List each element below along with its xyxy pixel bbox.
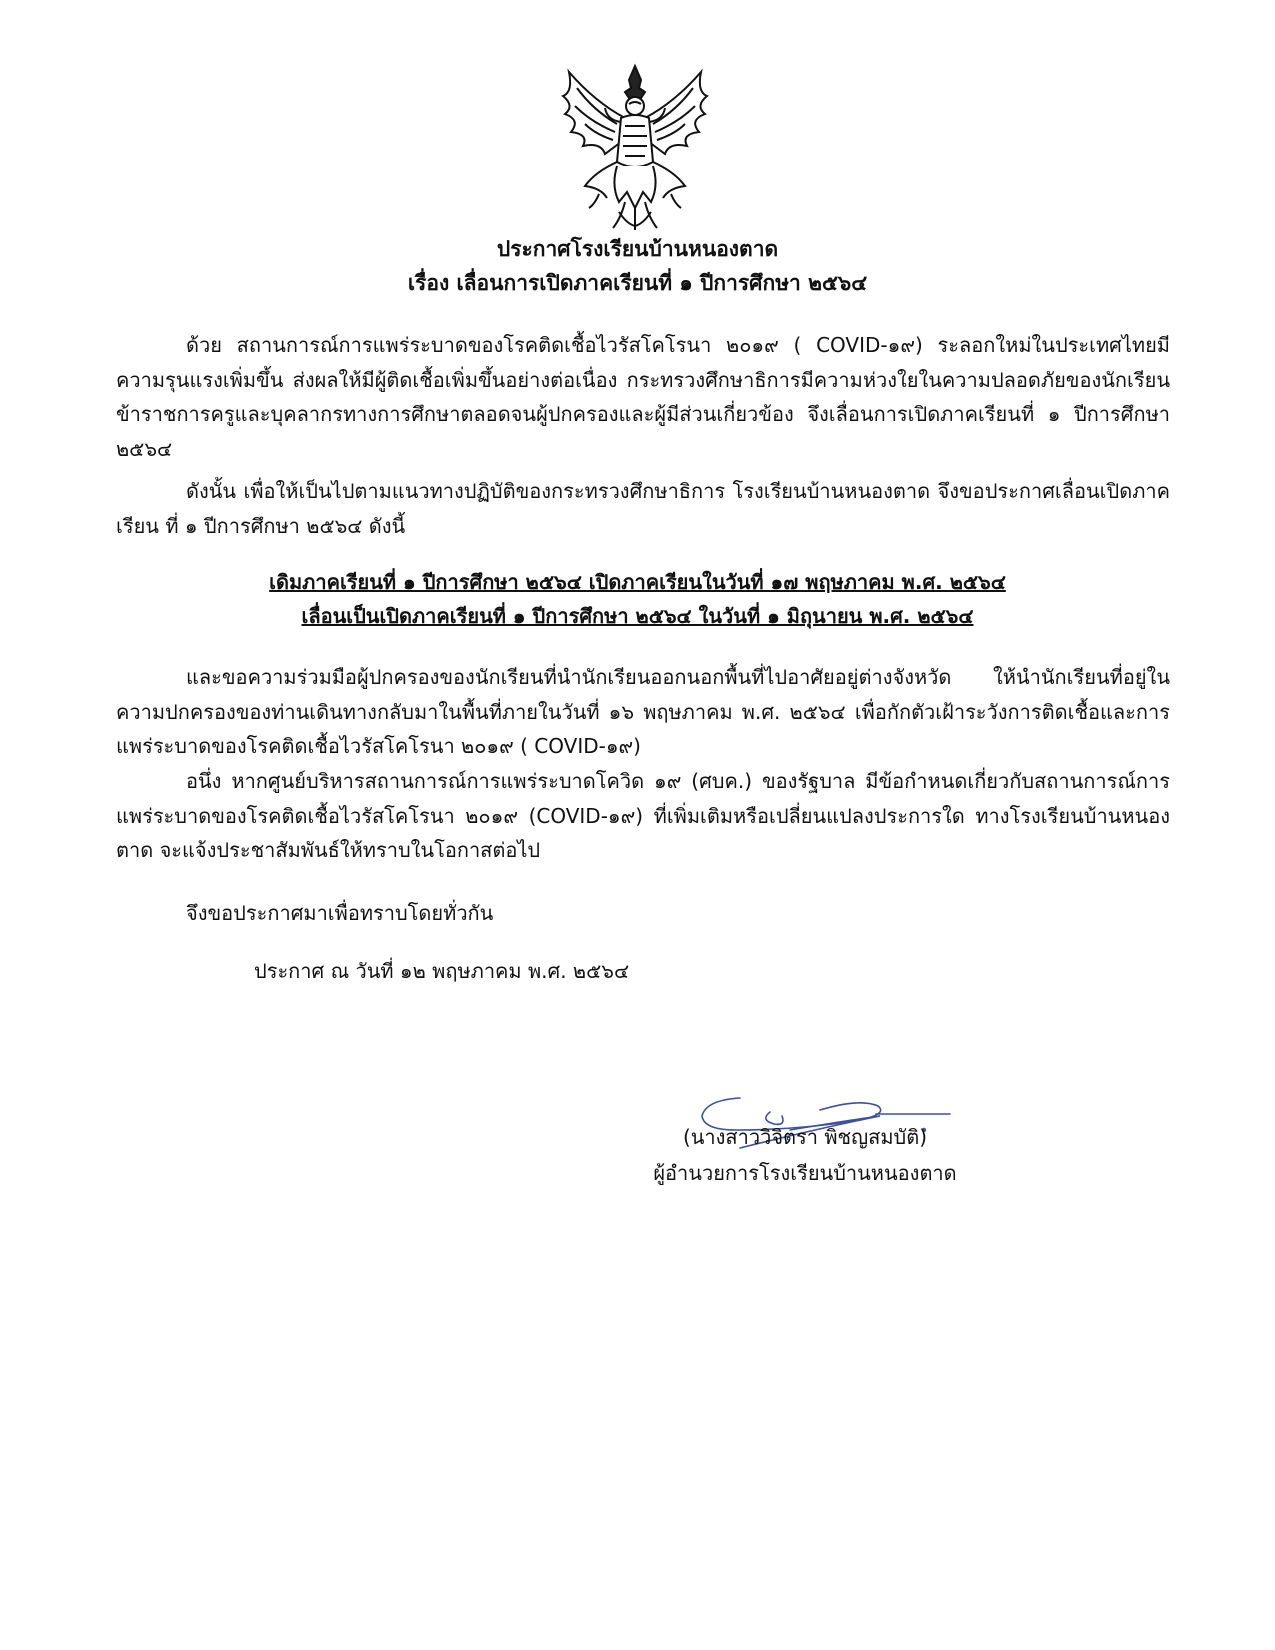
closing-statement: จึงขอประกาศมาเพื่อทราบโดยทั่วกัน	[186, 901, 494, 925]
paragraph-parents-request: และขอความร่วมมือผู้ปกครองของนักเรียนที่นำนักเรียนออกนอกพื้นที่ไปอาศัยอยู่ต่างจังหวัด ให้นำนักเรียนที่อยู่ในความปกครองของท่านเดินทางกลับมาในพื้นที่ภายในวันที่ ๑๖ พฤษภาคม พ.ศ. ๒๕๖๔ เพื่อกักตัวเฝ้าระวังการติดเชื้อและการแพร่ระบาดของโรคติดเชื้อไวรัสโคโรนา ๒๐๑๙ ( COVID-๑๙)	[116, 665, 1170, 758]
announcement-subject: เรื่อง เลื่อนการเปิดภาคเรียนที่ ๑ ปีการศึกษา ๒๕๖๔	[407, 271, 868, 295]
paragraph-further-notice: อนึ่ง หากศูนย์บริหารสถานการณ์การแพร่ระบาดโควิด ๑๙ (ศบค.) ของรัฐบาล มีข้อกำหนดเกี่ยวกับสถานการณ์การแพร่ระบาดของโรคติดเชื้อไวรัสโคโรนา ๒๐๑๙ (COVID-๑๙) ที่เพิ่มเติมหรือเปลี่ยนแปลงประการใด ทางโรงเรียนบ้านหนองตาด จะแจ้งประชาสัมพันธ์ให้ทราบในโอกาสต่อไป	[116, 769, 1170, 862]
schedule-original: เดิมภาคเรียนที่ ๑ ปีการศึกษา ๒๕๖๔ เปิดภาคเรียนในวันที่ ๑๗ พฤษภาคม พ.ศ. ๒๕๖๔	[269, 570, 1006, 594]
signatory-position: ผู้อำนวยการโรงเรียนบ้านหนองตาด	[653, 1161, 957, 1185]
paragraph-therefore: ดังนั้น เพื่อให้เป็นไปตามแนวทางปฏิบัติของกระทรวงศึกษาธิการ โรงเรียนบ้านหนองตาด จึงขอประกาศเลื่อนเปิดภาคเรียน ที่ ๑ ปีการศึกษา ๒๕๖๔ ดังนี้	[116, 479, 1170, 538]
announcement-date: ประกาศ ณ วันที่ ๑๒ พฤษภาคม พ.ศ. ๒๕๖๔	[254, 959, 630, 983]
garuda-emblem-icon	[555, 62, 715, 232]
signatory-name: (นางสาววิจิตรา พิชญสมบัติ)	[682, 1125, 928, 1149]
schedule-new: เลื่อนเป็นเปิดภาคเรียนที่ ๑ ปีการศึกษา ๒๕๖๔ ในวันที่ ๑ มิถุนายน พ.ศ. ๒๕๖๔	[301, 604, 974, 628]
paragraph-background: ด้วย สถานการณ์การแพร่ระบาดของโรคติดเชื้อไวรัสโคโรนา ๒๐๑๙ ( COVID-๑๙) ระลอกใหม่ในประเทศไทยมีความรุนแรงเพิ่มขึ้น ส่งผลให้มีผู้ติดเชื้อเพิ่มขึ้นอย่างต่อเนื่อง กระทรวงศึกษาธิการมีความห่วงใยในความปลอดภัยของนักเรียน ข้าราชการครูและบุคลากรทางการศึกษาตลอดจนผู้ปกครองและผู้มีส่วนเกี่ยวข้อง จึงเลื่อนการเปิดภาคเรียนที่ ๑ ปีการศึกษา ๒๕๖๔	[116, 333, 1170, 461]
announcement-title: ประกาศโรงเรียนบ้านหนองตาด	[496, 237, 779, 261]
